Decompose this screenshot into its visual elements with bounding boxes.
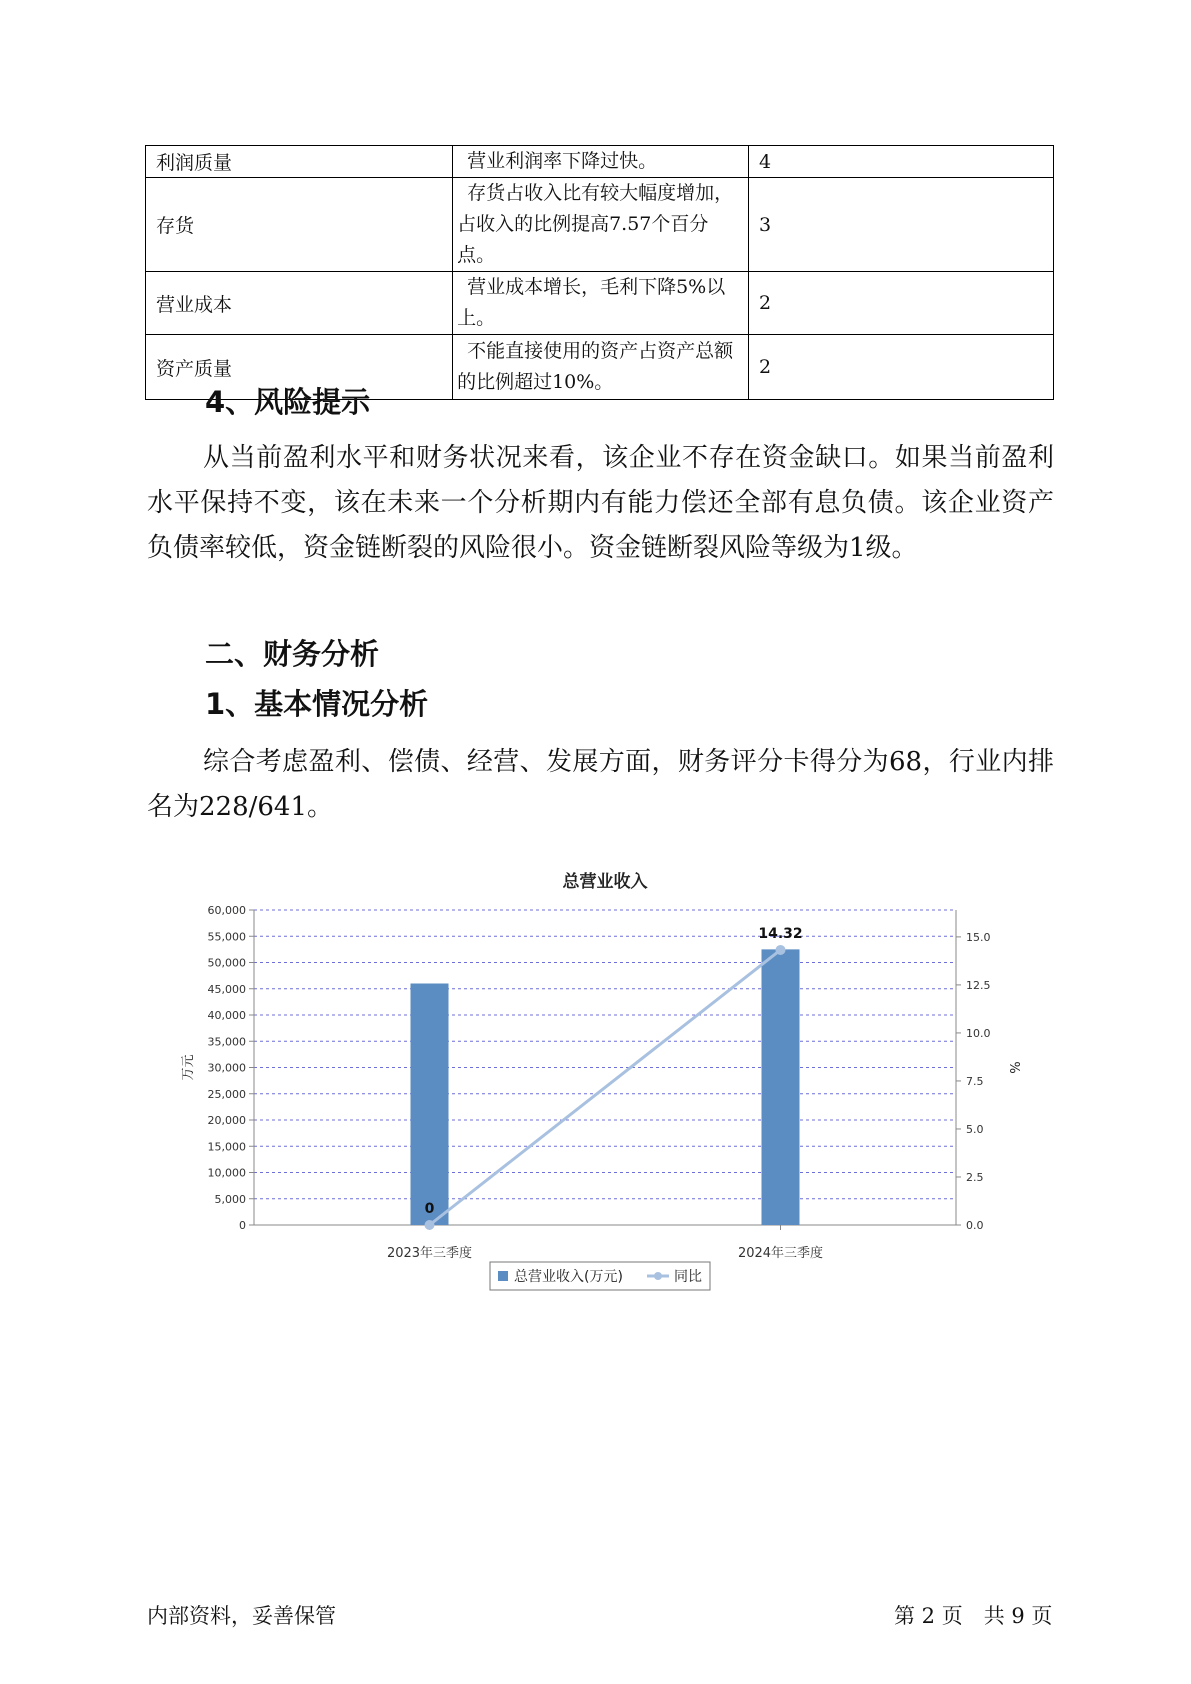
y-right-tick-label: 10.0 — [966, 1026, 991, 1040]
table-row — [146, 272, 1054, 335]
data-label: 14.32 — [758, 925, 803, 942]
y-right-axis-label: % — [1006, 1061, 1021, 1074]
y-right-tick-label: 5.0 — [966, 1122, 984, 1136]
y-axis-label: 万元 — [181, 1054, 196, 1081]
y-tick-label: 25,000 — [207, 1087, 246, 1101]
y-right-tick-label: 2.5 — [966, 1170, 984, 1184]
bar — [762, 949, 800, 1225]
risk-desc: 营业利润率下降过快。 — [453, 146, 749, 178]
y-tick-label: 20,000 — [207, 1114, 246, 1127]
table-row — [146, 178, 1054, 272]
y-tick-label: 0 — [239, 1219, 246, 1232]
y-right-tick-label: 7.5 — [966, 1074, 984, 1088]
footer-left: 内部资料，妥善保管 — [147, 1604, 336, 1628]
y-tick-label: 10,000 — [207, 1166, 246, 1180]
y-tick-label: 5,000 — [214, 1192, 246, 1206]
y-tick-label: 50,000 — [207, 956, 246, 970]
revenue-chart — [170, 860, 1050, 1315]
risk-level: 4 — [748, 146, 1053, 178]
risk-table — [145, 145, 1054, 400]
legend-swatch-bar — [498, 1271, 508, 1281]
y-right-tick-label: 0.0 — [966, 1219, 984, 1232]
risk-item: 资产质量 — [146, 335, 453, 400]
chart-title: 总营业收入 — [562, 872, 648, 892]
basic-analysis-paragraph: 综合考虑盈利、偿债、经营、发展方面，财务评分卡得分为68，行业内排名为228/641。 — [147, 747, 1054, 822]
legend-label-line: 同比 — [674, 1269, 702, 1285]
y-tick-label: 45,000 — [207, 982, 246, 996]
y-tick-label: 60,000 — [207, 904, 246, 917]
y-tick-label: 55,000 — [207, 930, 246, 944]
basic-analysis-heading: 1、基本情况分析 — [205, 687, 429, 721]
risk-level: 2 — [748, 335, 1053, 400]
x-tick-label: 2024年三季度 — [737, 1246, 824, 1261]
y-tick-label: 30,000 — [207, 1061, 246, 1075]
table-row — [146, 146, 1054, 178]
legend-swatch-point — [654, 1272, 662, 1280]
risk-desc: 不能直接使用的资产占资产总额 的比例超过10%。 — [453, 335, 749, 400]
risk-level: 3 — [748, 178, 1053, 272]
risk-heading: 4、风险提示 — [205, 385, 371, 419]
data-label: 0 — [424, 1201, 435, 1217]
y-tick-label: 40,000 — [207, 1009, 246, 1022]
risk-item: 存货 — [146, 178, 453, 272]
y-right-tick-label: 15.0 — [966, 930, 991, 944]
finance-heading: 二、财务分析 — [205, 637, 380, 671]
line-point — [425, 1220, 435, 1230]
risk-desc: 存货占收入比有较大幅度增加， 占收入的比例提高7.57个百分点。 — [453, 178, 749, 272]
risk-item: 营业成本 — [146, 272, 453, 335]
x-tick-label: 2023年三季度 — [386, 1246, 473, 1261]
footer-page-number: 第 2 页 共 9 页 — [894, 1604, 1053, 1628]
y-tick-label: 35,000 — [207, 1035, 246, 1049]
legend-label-bar: 总营业收入(万元) — [514, 1269, 623, 1285]
risk-item: 利润质量 — [146, 146, 453, 178]
y-right-tick-label: 12.5 — [966, 978, 991, 992]
line-point — [776, 945, 786, 955]
risk-paragraph: 从当前盈利水平和财务状况来看，该企业不存在资金缺口。如果当前盈利水平保持不变，该在未来一个分析期内有能力偿还全部有息负债。该企业资产负债率较低，资金链断裂的风险很小。资金链断裂风险等级为1级。 — [147, 443, 1054, 563]
risk-desc: 营业成本增长，毛利下降5%以上。 — [453, 272, 749, 335]
bar — [411, 984, 449, 1226]
y-tick-label: 15,000 — [207, 1140, 246, 1154]
risk-level: 2 — [748, 272, 1053, 335]
